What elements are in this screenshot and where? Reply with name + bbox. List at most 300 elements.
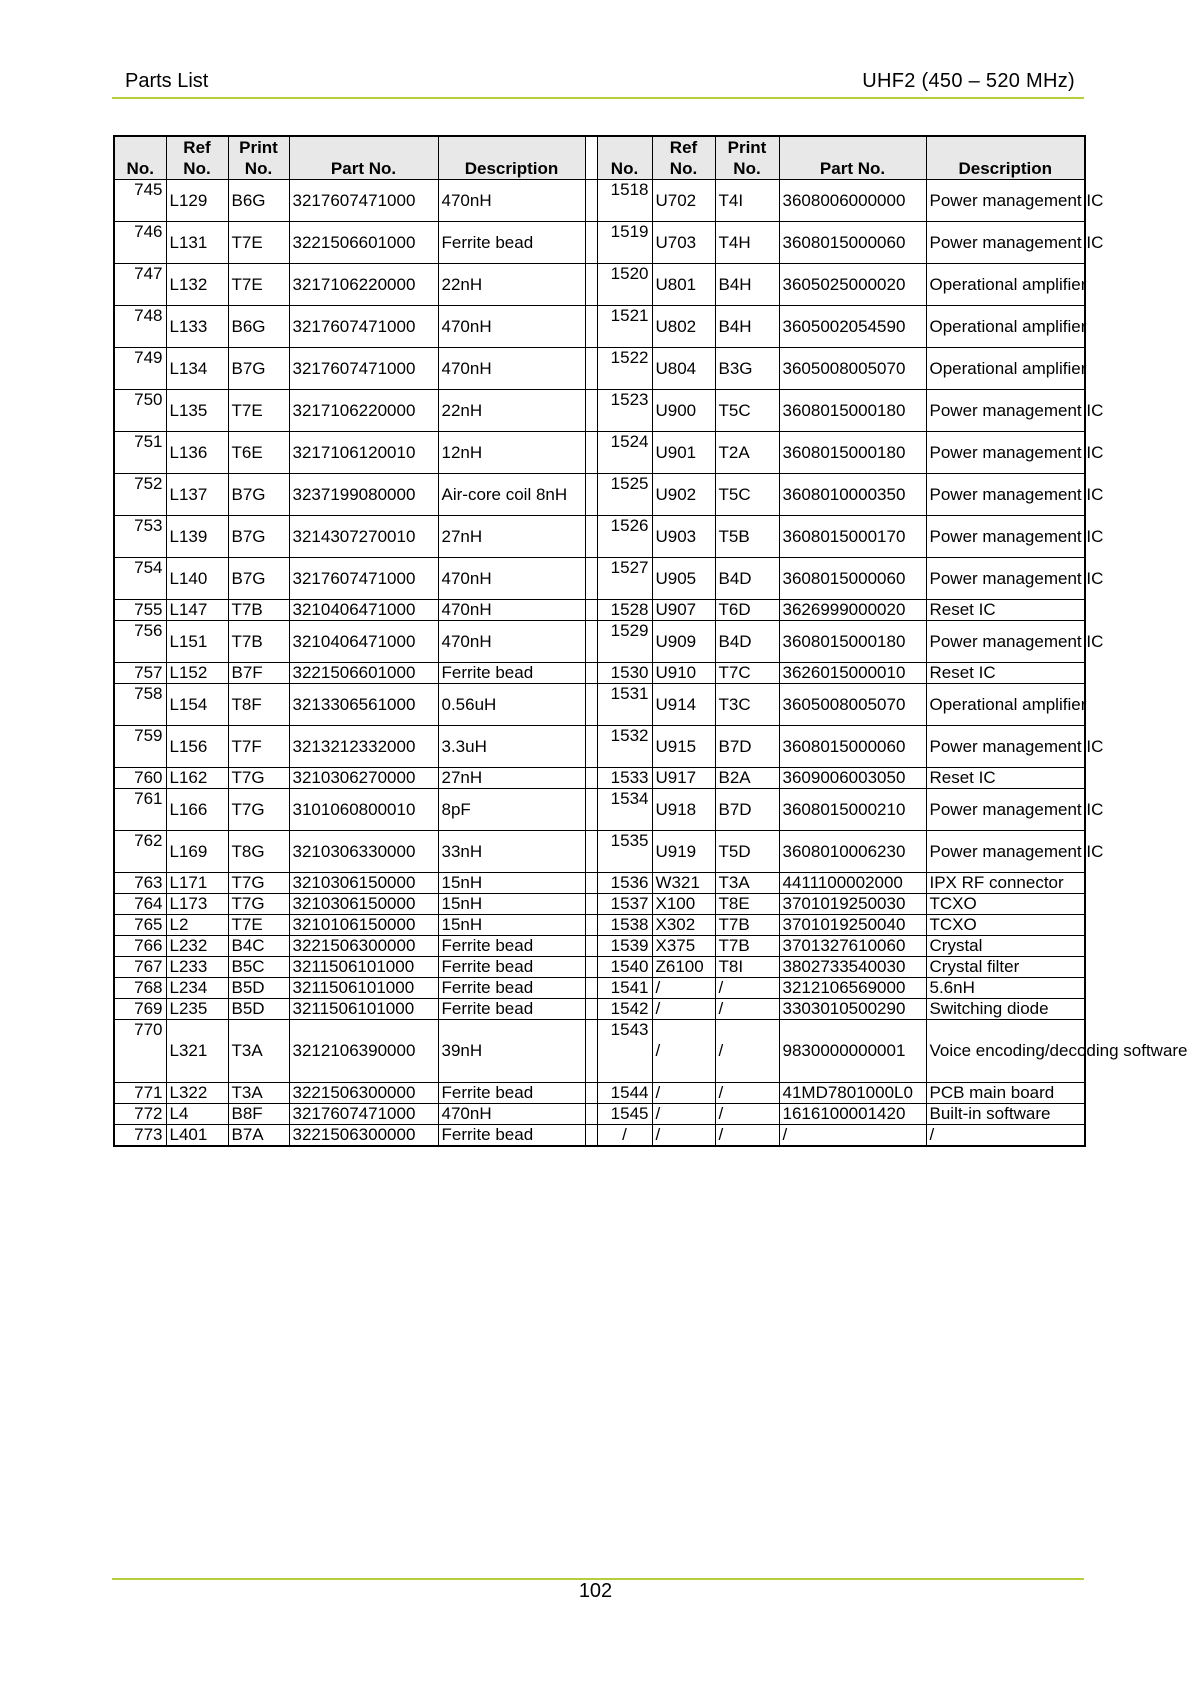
cell-part-no-right: 1616100001420 bbox=[779, 1104, 926, 1125]
cell-print-no: T7E bbox=[228, 390, 289, 432]
cell-ref-no: L136 bbox=[166, 432, 228, 474]
cell-description: 3.3uH bbox=[438, 726, 585, 768]
column-gap bbox=[585, 306, 597, 348]
cell-part-no: 3217607471000 bbox=[289, 180, 438, 222]
header-band: UHF2 (450 – 520 MHz) bbox=[862, 70, 1075, 92]
col-header-description: Description bbox=[438, 136, 585, 180]
cell-ref-no-right: U905 bbox=[652, 558, 715, 600]
cell-print-no-right: B7D bbox=[715, 789, 779, 831]
col-header-no-right: No. bbox=[597, 136, 652, 180]
table-row bbox=[114, 1125, 1085, 1147]
cell-description: Ferrite bead bbox=[438, 1083, 585, 1104]
cell-description-right: 5.6nH bbox=[926, 978, 1085, 999]
cell-ref-no-right: U802 bbox=[652, 306, 715, 348]
cell-no: 771 bbox=[114, 1083, 166, 1104]
cell-ref-no: L321 bbox=[166, 1020, 228, 1083]
cell-no-right: / bbox=[597, 1125, 652, 1147]
cell-print-no: T8F bbox=[228, 684, 289, 726]
cell-print-no-right: B2A bbox=[715, 768, 779, 789]
cell-print-no-right: T4I bbox=[715, 180, 779, 222]
cell-description: 12nH bbox=[438, 432, 585, 474]
cell-ref-no: L135 bbox=[166, 390, 228, 432]
cell-description-right: Power management IC bbox=[926, 180, 1085, 222]
cell-description-right: TCXO bbox=[926, 894, 1085, 915]
cell-no: 764 bbox=[114, 894, 166, 915]
cell-print-no: T7E bbox=[228, 264, 289, 306]
cell-part-no-right: 3608015000180 bbox=[779, 390, 926, 432]
cell-ref-no-right: Z6100 bbox=[652, 957, 715, 978]
cell-print-no-right: B4D bbox=[715, 558, 779, 600]
cell-ref-no: L173 bbox=[166, 894, 228, 915]
cell-no-right: 1529 bbox=[597, 621, 652, 663]
cell-ref-no: L152 bbox=[166, 663, 228, 684]
cell-ref-no: L156 bbox=[166, 726, 228, 768]
cell-no-right: 1536 bbox=[597, 873, 652, 894]
cell-part-no: 3217106220000 bbox=[289, 264, 438, 306]
cell-ref-no-right: U804 bbox=[652, 348, 715, 390]
cell-description: 39nH bbox=[438, 1020, 585, 1083]
cell-part-no-right: 3605008005070 bbox=[779, 684, 926, 726]
column-gap bbox=[585, 432, 597, 474]
cell-description: Ferrite bead bbox=[438, 1125, 585, 1147]
cell-description-right: Operational amplifier bbox=[926, 348, 1085, 390]
col-header-description-right: Description bbox=[926, 136, 1085, 180]
table-row bbox=[114, 894, 1085, 915]
cell-description-right: Operational amplifier bbox=[926, 264, 1085, 306]
table-row bbox=[114, 558, 1085, 600]
parts-table-body bbox=[114, 180, 1188, 1147]
cell-ref-no-right: / bbox=[652, 1104, 715, 1125]
cell-print-no: T7G bbox=[228, 768, 289, 789]
cell-print-no: B5D bbox=[228, 999, 289, 1020]
cell-description-right: Power management IC bbox=[926, 558, 1085, 600]
cell-no-right: 1530 bbox=[597, 663, 652, 684]
cell-description: 22nH bbox=[438, 264, 585, 306]
cell-no: 752 bbox=[114, 474, 166, 516]
cell-no: 757 bbox=[114, 663, 166, 684]
table-row bbox=[114, 222, 1085, 264]
cell-ref-no-right: U914 bbox=[652, 684, 715, 726]
cell-description: 8pF bbox=[438, 789, 585, 831]
table-row bbox=[114, 621, 1085, 663]
cell-description-right: TCXO bbox=[926, 915, 1085, 936]
cell-part-no-right: 3608006000000 bbox=[779, 180, 926, 222]
cell-no: 748 bbox=[114, 306, 166, 348]
column-gap bbox=[585, 621, 597, 663]
cell-part-no: 3213212332000 bbox=[289, 726, 438, 768]
cell-ref-no: L233 bbox=[166, 957, 228, 978]
cell-no: 749 bbox=[114, 348, 166, 390]
cell-part-no-right: 3701019250040 bbox=[779, 915, 926, 936]
cell-no-right: 1534 bbox=[597, 789, 652, 831]
cell-part-no: 3210306150000 bbox=[289, 873, 438, 894]
cell-part-no-right: 3608015000060 bbox=[779, 726, 926, 768]
cell-no-right: 1538 bbox=[597, 915, 652, 936]
cell-no: 756 bbox=[114, 621, 166, 663]
table-row bbox=[114, 873, 1085, 894]
cell-part-no-right: 3608010006230 bbox=[779, 831, 926, 873]
cell-no-right: 1535 bbox=[597, 831, 652, 873]
column-gap bbox=[585, 894, 597, 915]
col-header-ref-no: Ref No. bbox=[166, 136, 228, 180]
table-row bbox=[114, 306, 1085, 348]
cell-no: 766 bbox=[114, 936, 166, 957]
cell-part-no: 3221506300000 bbox=[289, 1125, 438, 1147]
cell-description: Ferrite bead bbox=[438, 663, 585, 684]
cell-description: 15nH bbox=[438, 873, 585, 894]
cell-ref-no-right: U702 bbox=[652, 180, 715, 222]
cell-description: Ferrite bead bbox=[438, 978, 585, 999]
cell-print-no-right: B4D bbox=[715, 621, 779, 663]
cell-description: 33nH bbox=[438, 831, 585, 873]
cell-ref-no: L171 bbox=[166, 873, 228, 894]
cell-no: 746 bbox=[114, 222, 166, 264]
cell-part-no: 3211506101000 bbox=[289, 957, 438, 978]
cell-print-no-right: T8I bbox=[715, 957, 779, 978]
cell-print-no: T3A bbox=[228, 1083, 289, 1104]
cell-part-no: 3210306330000 bbox=[289, 831, 438, 873]
cell-ref-no-right: U917 bbox=[652, 768, 715, 789]
table-row bbox=[114, 1104, 1085, 1125]
cell-part-no: 3221506300000 bbox=[289, 936, 438, 957]
column-gap bbox=[585, 978, 597, 999]
column-gap bbox=[585, 789, 597, 831]
cell-print-no: B4C bbox=[228, 936, 289, 957]
cell-no-right: 1540 bbox=[597, 957, 652, 978]
cell-description-right: Switching diode bbox=[926, 999, 1085, 1020]
cell-description-right: Voice encoding/decoding software bbox=[926, 1020, 1085, 1083]
cell-ref-no-right: U903 bbox=[652, 516, 715, 558]
page-number: 102 bbox=[578, 1580, 613, 1602]
cell-print-no: T7E bbox=[228, 222, 289, 264]
cell-no-right: 1537 bbox=[597, 894, 652, 915]
cell-ref-no-right: / bbox=[652, 1125, 715, 1147]
column-gap bbox=[585, 180, 597, 222]
column-gap bbox=[585, 768, 597, 789]
cell-print-no-right: T7C bbox=[715, 663, 779, 684]
cell-print-no: T7G bbox=[228, 789, 289, 831]
cell-description-right: Operational amplifier bbox=[926, 684, 1085, 726]
cell-part-no-right: 3212106569000 bbox=[779, 978, 926, 999]
cell-no-right: 1542 bbox=[597, 999, 652, 1020]
cell-ref-no-right: X375 bbox=[652, 936, 715, 957]
cell-ref-no: L169 bbox=[166, 831, 228, 873]
column-gap bbox=[585, 663, 597, 684]
cell-print-no-right: / bbox=[715, 978, 779, 999]
cell-no-right: 1527 bbox=[597, 558, 652, 600]
cell-ref-no: L137 bbox=[166, 474, 228, 516]
table-row bbox=[114, 348, 1085, 390]
column-gap bbox=[585, 684, 597, 726]
table-row bbox=[114, 831, 1085, 873]
table-row bbox=[114, 432, 1085, 474]
column-gap bbox=[585, 1020, 597, 1083]
cell-ref-no: L232 bbox=[166, 936, 228, 957]
cell-part-no-right: 3605002054590 bbox=[779, 306, 926, 348]
cell-ref-no-right: U801 bbox=[652, 264, 715, 306]
cell-description-right: Power management IC bbox=[926, 390, 1085, 432]
cell-no-right: 1518 bbox=[597, 180, 652, 222]
cell-part-no: 3217607471000 bbox=[289, 348, 438, 390]
table-row bbox=[114, 663, 1085, 684]
cell-part-no: 3217607471000 bbox=[289, 1104, 438, 1125]
column-gap bbox=[585, 1125, 597, 1147]
cell-ref-no-right: U703 bbox=[652, 222, 715, 264]
cell-print-no-right: T3A bbox=[715, 873, 779, 894]
cell-ref-no-right: U918 bbox=[652, 789, 715, 831]
table-row bbox=[114, 600, 1085, 621]
column-gap bbox=[585, 726, 597, 768]
cell-no-right: 1541 bbox=[597, 978, 652, 999]
cell-description: 22nH bbox=[438, 390, 585, 432]
cell-description-right: Power management IC bbox=[926, 516, 1085, 558]
cell-print-no-right: T7B bbox=[715, 936, 779, 957]
cell-part-no: 3214307270010 bbox=[289, 516, 438, 558]
cell-part-no: 3210306150000 bbox=[289, 894, 438, 915]
cell-part-no-right: 3608015000180 bbox=[779, 432, 926, 474]
cell-ref-no: L132 bbox=[166, 264, 228, 306]
cell-no-right: 1525 bbox=[597, 474, 652, 516]
cell-ref-no: L401 bbox=[166, 1125, 228, 1147]
cell-ref-no: L4 bbox=[166, 1104, 228, 1125]
cell-description-right: / bbox=[926, 1125, 1085, 1147]
cell-part-no-right: 3303010500290 bbox=[779, 999, 926, 1020]
cell-print-no-right: B4H bbox=[715, 306, 779, 348]
cell-description-right: PCB main board bbox=[926, 1083, 1085, 1104]
cell-no-right: 1528 bbox=[597, 600, 652, 621]
cell-no-right: 1539 bbox=[597, 936, 652, 957]
cell-description-right: Crystal bbox=[926, 936, 1085, 957]
cell-no-right: 1532 bbox=[597, 726, 652, 768]
cell-print-no: T7B bbox=[228, 600, 289, 621]
col-header-print-no-right: Print No. bbox=[715, 136, 779, 180]
cell-print-no-right: T8E bbox=[715, 894, 779, 915]
cell-ref-no: L140 bbox=[166, 558, 228, 600]
cell-no: 769 bbox=[114, 999, 166, 1020]
cell-ref-no: L322 bbox=[166, 1083, 228, 1104]
table-row bbox=[114, 915, 1085, 936]
cell-print-no-right: B4H bbox=[715, 264, 779, 306]
cell-ref-no: L129 bbox=[166, 180, 228, 222]
cell-part-no-right: 3608015000180 bbox=[779, 621, 926, 663]
cell-part-no: 3210306270000 bbox=[289, 768, 438, 789]
cell-ref-no-right: / bbox=[652, 1083, 715, 1104]
cell-print-no: T7G bbox=[228, 873, 289, 894]
cell-print-no-right: T4H bbox=[715, 222, 779, 264]
cell-part-no-right: / bbox=[779, 1125, 926, 1147]
cell-no: 758 bbox=[114, 684, 166, 726]
cell-no: 747 bbox=[114, 264, 166, 306]
cell-part-no-right: 3608015000060 bbox=[779, 558, 926, 600]
cell-no: 763 bbox=[114, 873, 166, 894]
cell-print-no: B6G bbox=[228, 306, 289, 348]
cell-no-right: 1545 bbox=[597, 1104, 652, 1125]
cell-description-right: Reset IC bbox=[926, 600, 1085, 621]
header-rule bbox=[112, 97, 1084, 99]
cell-no: 745 bbox=[114, 180, 166, 222]
cell-part-no: 3211506101000 bbox=[289, 978, 438, 999]
cell-ref-no-right: U901 bbox=[652, 432, 715, 474]
cell-description-right: Power management IC bbox=[926, 222, 1085, 264]
table-row bbox=[114, 768, 1085, 789]
cell-print-no: B5C bbox=[228, 957, 289, 978]
cell-part-no-right: 3608015000060 bbox=[779, 222, 926, 264]
cell-print-no-right: T5C bbox=[715, 474, 779, 516]
column-gap bbox=[585, 957, 597, 978]
cell-ref-no-right: U915 bbox=[652, 726, 715, 768]
cell-ref-no-right: / bbox=[652, 978, 715, 999]
cell-description: Ferrite bead bbox=[438, 936, 585, 957]
cell-part-no-right: 9830000000001 bbox=[779, 1020, 926, 1083]
cell-description: Ferrite bead bbox=[438, 999, 585, 1020]
cell-no-right: 1544 bbox=[597, 1083, 652, 1104]
cell-ref-no: L131 bbox=[166, 222, 228, 264]
table-row bbox=[114, 390, 1085, 432]
cell-description-right: IPX RF connector bbox=[926, 873, 1085, 894]
table-row bbox=[114, 474, 1085, 516]
cell-part-no: 3217106220000 bbox=[289, 390, 438, 432]
cell-ref-no: L133 bbox=[166, 306, 228, 348]
cell-no-right: 1522 bbox=[597, 348, 652, 390]
cell-part-no: 3221506300000 bbox=[289, 1083, 438, 1104]
cell-print-no: T7F bbox=[228, 726, 289, 768]
cell-part-no-right: 3605025000020 bbox=[779, 264, 926, 306]
cell-no: 767 bbox=[114, 957, 166, 978]
cell-description: Ferrite bead bbox=[438, 957, 585, 978]
cell-print-no-right: T6D bbox=[715, 600, 779, 621]
column-gap bbox=[585, 1083, 597, 1104]
table-row bbox=[114, 1020, 1085, 1083]
cell-no: 759 bbox=[114, 726, 166, 768]
table-row bbox=[114, 978, 1085, 999]
cell-description: 0.56uH bbox=[438, 684, 585, 726]
cell-description: 470nH bbox=[438, 1104, 585, 1125]
cell-part-no: 3101060800010 bbox=[289, 789, 438, 831]
column-gap bbox=[585, 348, 597, 390]
cell-description-right: Crystal filter bbox=[926, 957, 1085, 978]
cell-ref-no-right: / bbox=[652, 999, 715, 1020]
cell-description-right: Power management IC bbox=[926, 726, 1085, 768]
cell-print-no-right: B7D bbox=[715, 726, 779, 768]
column-gap bbox=[585, 516, 597, 558]
cell-part-no-right: 3626999000020 bbox=[779, 600, 926, 621]
cell-print-no: T7E bbox=[228, 915, 289, 936]
cell-print-no: T8G bbox=[228, 831, 289, 873]
cell-ref-no-right: X302 bbox=[652, 915, 715, 936]
cell-print-no: B5D bbox=[228, 978, 289, 999]
cell-ref-no: L151 bbox=[166, 621, 228, 663]
cell-part-no: 3217607471000 bbox=[289, 306, 438, 348]
cell-no-right: 1519 bbox=[597, 222, 652, 264]
cell-no-right: 1533 bbox=[597, 768, 652, 789]
cell-part-no: 3210406471000 bbox=[289, 621, 438, 663]
parts-table bbox=[113, 135, 1188, 1147]
cell-no: 751 bbox=[114, 432, 166, 474]
cell-print-no: T6E bbox=[228, 432, 289, 474]
column-gap bbox=[585, 936, 597, 957]
cell-description-right: Operational amplifier bbox=[926, 306, 1085, 348]
table-row bbox=[114, 936, 1085, 957]
cell-ref-no-right: W321 bbox=[652, 873, 715, 894]
cell-print-no: B7G bbox=[228, 474, 289, 516]
cell-print-no-right: T5D bbox=[715, 831, 779, 873]
cell-print-no: B7G bbox=[228, 516, 289, 558]
cell-description-right: Power management IC bbox=[926, 432, 1085, 474]
cell-ref-no-right: U909 bbox=[652, 621, 715, 663]
cell-print-no: B7G bbox=[228, 348, 289, 390]
cell-no: 768 bbox=[114, 978, 166, 999]
cell-print-no: B7G bbox=[228, 558, 289, 600]
cell-part-no: 3221506601000 bbox=[289, 663, 438, 684]
col-header-part-no-right: Part No. bbox=[779, 136, 926, 180]
cell-ref-no: L147 bbox=[166, 600, 228, 621]
cell-description: 470nH bbox=[438, 600, 585, 621]
cell-part-no-right: 3605008005070 bbox=[779, 348, 926, 390]
cell-description-right: Reset IC bbox=[926, 663, 1085, 684]
cell-print-no: T7B bbox=[228, 621, 289, 663]
cell-part-no: 3217607471000 bbox=[289, 558, 438, 600]
cell-no: 760 bbox=[114, 768, 166, 789]
cell-ref-no: L139 bbox=[166, 516, 228, 558]
cell-description: 470nH bbox=[438, 621, 585, 663]
cell-part-no-right: 3609006003050 bbox=[779, 768, 926, 789]
cell-print-no-right: T3C bbox=[715, 684, 779, 726]
table-row bbox=[114, 1083, 1085, 1104]
cell-part-no: 3210406471000 bbox=[289, 600, 438, 621]
cell-ref-no: L134 bbox=[166, 348, 228, 390]
cell-description: Ferrite bead bbox=[438, 222, 585, 264]
column-gap bbox=[585, 390, 597, 432]
cell-description: Air-core coil 8nH bbox=[438, 474, 585, 516]
cell-description-right: Built-in software bbox=[926, 1104, 1085, 1125]
column-gap bbox=[585, 136, 597, 180]
cell-no-right: 1524 bbox=[597, 432, 652, 474]
column-gap bbox=[585, 600, 597, 621]
cell-part-no-right: 4411100002000 bbox=[779, 873, 926, 894]
column-gap bbox=[585, 831, 597, 873]
cell-ref-no: L162 bbox=[166, 768, 228, 789]
cell-print-no-right: T5B bbox=[715, 516, 779, 558]
col-header-part-no: Part No. bbox=[289, 136, 438, 180]
table-row bbox=[114, 516, 1085, 558]
cell-print-no-right: B3G bbox=[715, 348, 779, 390]
cell-print-no: B6G bbox=[228, 180, 289, 222]
cell-no: 762 bbox=[114, 831, 166, 873]
col-header-ref-no-right: Ref No. bbox=[652, 136, 715, 180]
cell-no-right: 1523 bbox=[597, 390, 652, 432]
cell-print-no: B8F bbox=[228, 1104, 289, 1125]
cell-description: 470nH bbox=[438, 558, 585, 600]
cell-no-right: 1543 bbox=[597, 1020, 652, 1083]
cell-ref-no-right: U902 bbox=[652, 474, 715, 516]
cell-no: 750 bbox=[114, 390, 166, 432]
cell-part-no: 3211506101000 bbox=[289, 999, 438, 1020]
cell-ref-no-right: U919 bbox=[652, 831, 715, 873]
table-row bbox=[114, 180, 1085, 222]
cell-description: 27nH bbox=[438, 516, 585, 558]
cell-ref-no: L2 bbox=[166, 915, 228, 936]
cell-no: 755 bbox=[114, 600, 166, 621]
cell-description-right: Power management IC bbox=[926, 831, 1085, 873]
cell-description: 15nH bbox=[438, 894, 585, 915]
table-row bbox=[114, 726, 1085, 768]
column-gap bbox=[585, 558, 597, 600]
cell-ref-no: L234 bbox=[166, 978, 228, 999]
cell-no-right: 1521 bbox=[597, 306, 652, 348]
cell-description: 470nH bbox=[438, 348, 585, 390]
cell-no: 761 bbox=[114, 789, 166, 831]
table-header-row bbox=[114, 136, 1085, 180]
